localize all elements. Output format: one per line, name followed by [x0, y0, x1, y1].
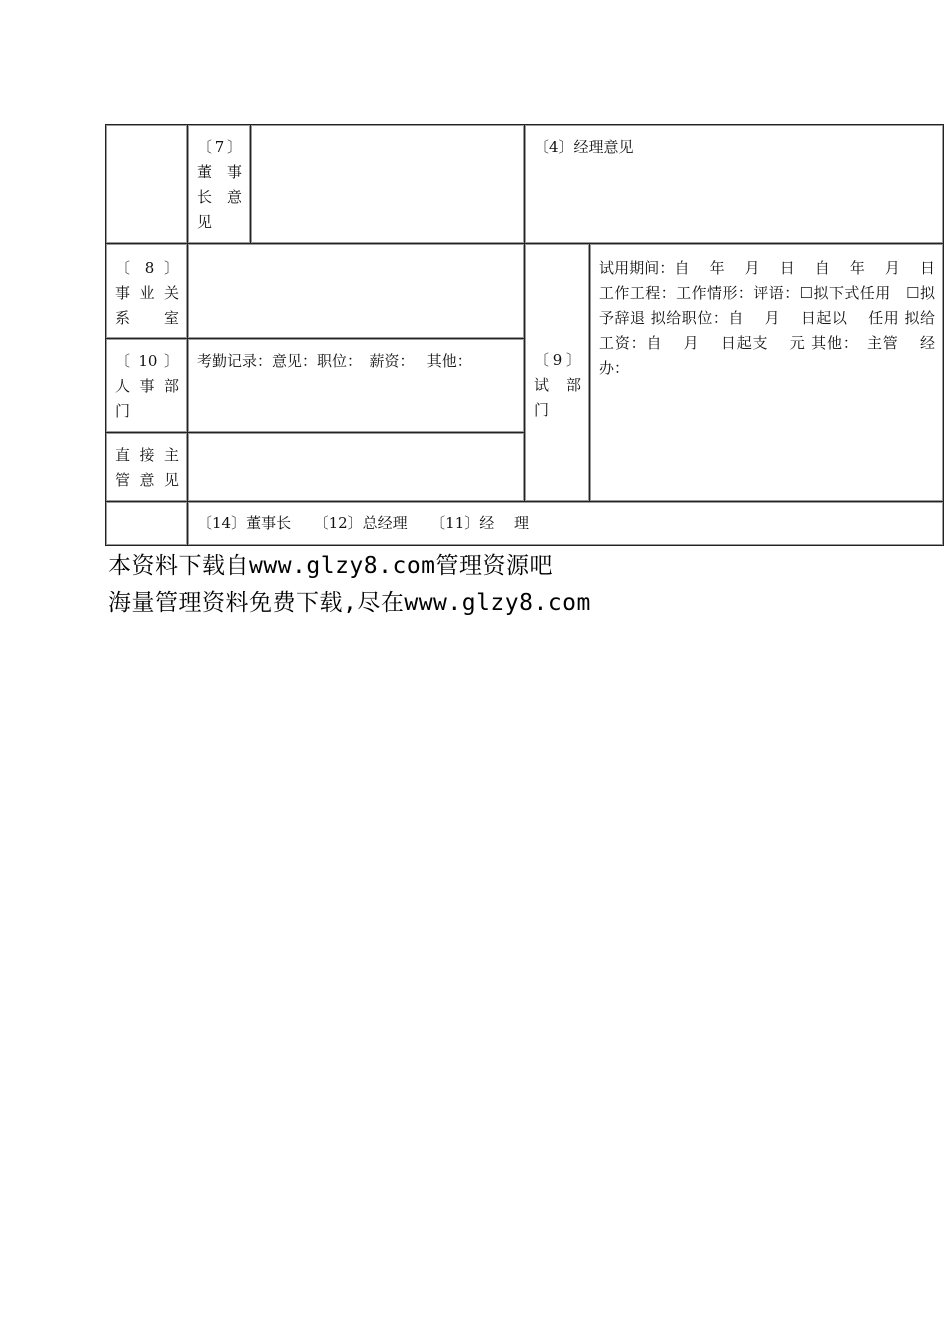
direct-supervisor-field	[187, 432, 525, 502]
direct-supervisor-label: 直 接 主 管意见	[105, 432, 188, 502]
chairman-opinion-field	[250, 124, 525, 244]
business-relations-field	[187, 243, 525, 339]
empty-cell-row1-left	[105, 124, 188, 244]
trial-department-label: 〔9〕试 部 门	[524, 243, 590, 502]
manager-opinion-label: 〔4〕经理意见	[524, 124, 944, 244]
chairman-opinion-label: 〔7〕董 事 长 意见	[187, 124, 251, 244]
hr-department-content: 考勤记录：意见：职位： 薪资： 其他：	[187, 338, 525, 433]
trial-period-content: 试用期间：自 年 月 日 自 年 月 日 工作工程：工作情形：评语：☐拟下式任用 ☐拟予辞退 拟给职位：自 月 日起以 任用 拟给工资：自 月 日起支 元 其他： 主管 经办：	[589, 243, 944, 502]
signature-row: 〔14〕董事长 〔12〕总经理 〔11〕经 理	[187, 501, 944, 546]
footer-download-note: 本资料下载自www.glzy8.com管理资源吧	[108, 553, 554, 579]
business-relations-label: 〔 8 〕事 业 关 系室	[105, 243, 188, 339]
hr-department-label: 〔 10 〕人 事 部 门	[105, 338, 188, 433]
empty-cell-row5-left	[105, 501, 188, 546]
footer-promo-note: 海量管理资料免费下载,尽在www.glzy8.com	[108, 590, 591, 616]
